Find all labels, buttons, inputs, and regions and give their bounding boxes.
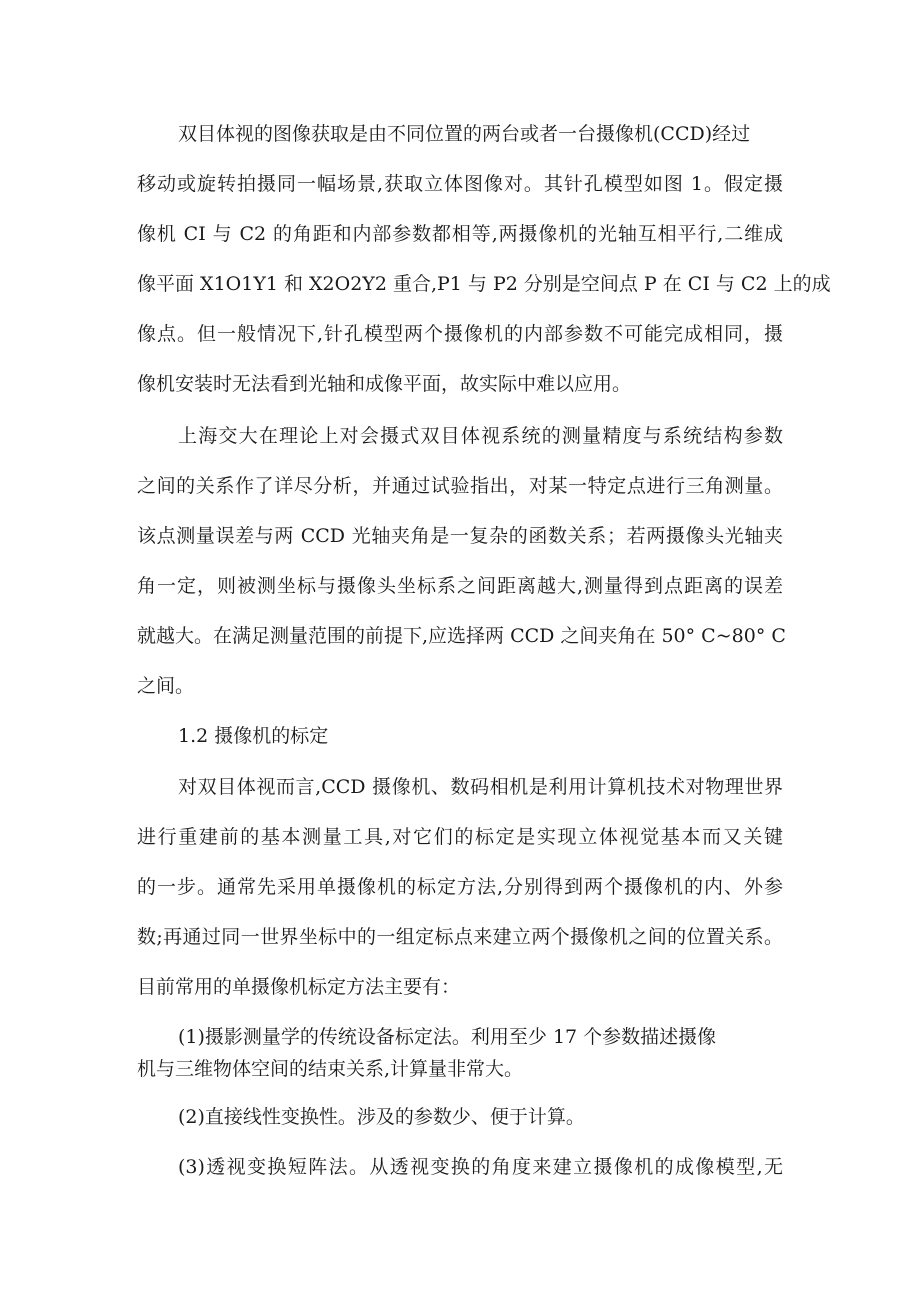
- text-line: 就越大。在满足测量范围的前提下,应选择两 CCD 之间夹角在 50° C~80° C: [137, 625, 786, 647]
- text-line: 之间的关系作了详尽分析，并通过试验指出，对某一特定点进行三角测量。: [137, 475, 783, 497]
- text-line: 双目体视的图像获取是由不同位置的两台或者一台摄像机(CCD)经过: [178, 123, 751, 145]
- text-line: 上海交大在理论上对会摄式双目体视系统的测量精度与系统结构参数: [178, 425, 783, 447]
- text-line: 目前常用的单摄像机标定方法主要有：: [137, 976, 461, 998]
- text-line: 像机安装时无法看到光轴和成像平面，故实际中难以应用。: [137, 373, 632, 395]
- text-line: 像点。但一般情况下,针孔模型两个摄像机的内部参数不可能完成相同，摄: [137, 323, 783, 345]
- section-heading: 1.2 摄像机的标定: [178, 725, 329, 747]
- text-line: 像机 CI 与 C2 的角距和内部参数都相等,两摄像机的光轴互相平行,二维成: [137, 223, 783, 245]
- text-line: 该点测量误差与两 CCD 光轴夹角是一复杂的函数关系；若两摄像头光轴夹: [137, 525, 783, 547]
- text-line: 角一定，则被测坐标与摄像头坐标系之间距离越大,测量得到点距离的误差: [137, 575, 783, 597]
- text-line: 像平面 X1O1Y1 和 X2O2Y2 重合,P1 与 P2 分别是空间点 P 在 CI 与 C2 上的成: [137, 273, 831, 295]
- text-line: 移动或旋转拍摄同一幅场景,获取立体图像对。其针孔模型如图 1。假定摄: [137, 173, 783, 195]
- list-item: (2)直接线性变换性。涉及的参数少、便于计算。: [178, 1106, 585, 1128]
- text-line: (1)摄影测量学的传统设备标定法。利用至少 17 个参数描述摄像: [178, 1026, 717, 1048]
- text-line: 机与三维物体空间的结束关系,计算量非常大。: [137, 1058, 524, 1080]
- text-line: 之间。: [137, 675, 195, 697]
- text-line: 的一步。通常先采用单摄像机的标定方法,分别得到两个摄像机的内、外参: [137, 876, 783, 898]
- list-item: (3)透视变换短阵法。从透视变换的角度来建立摄像机的成像模型,无: [178, 1156, 783, 1178]
- text-line: 对双目体视而言,CCD 摄像机、数码相机是利用计算机技术对物理世界: [178, 776, 783, 798]
- text-line: 数;再通过同一世界坐标中的一组定标点来建立两个摄像机之间的位置关系。: [137, 926, 783, 948]
- text-line: 进行重建前的基本测量工具,对它们的标定是实现立体视觉基本而又关键: [137, 826, 783, 848]
